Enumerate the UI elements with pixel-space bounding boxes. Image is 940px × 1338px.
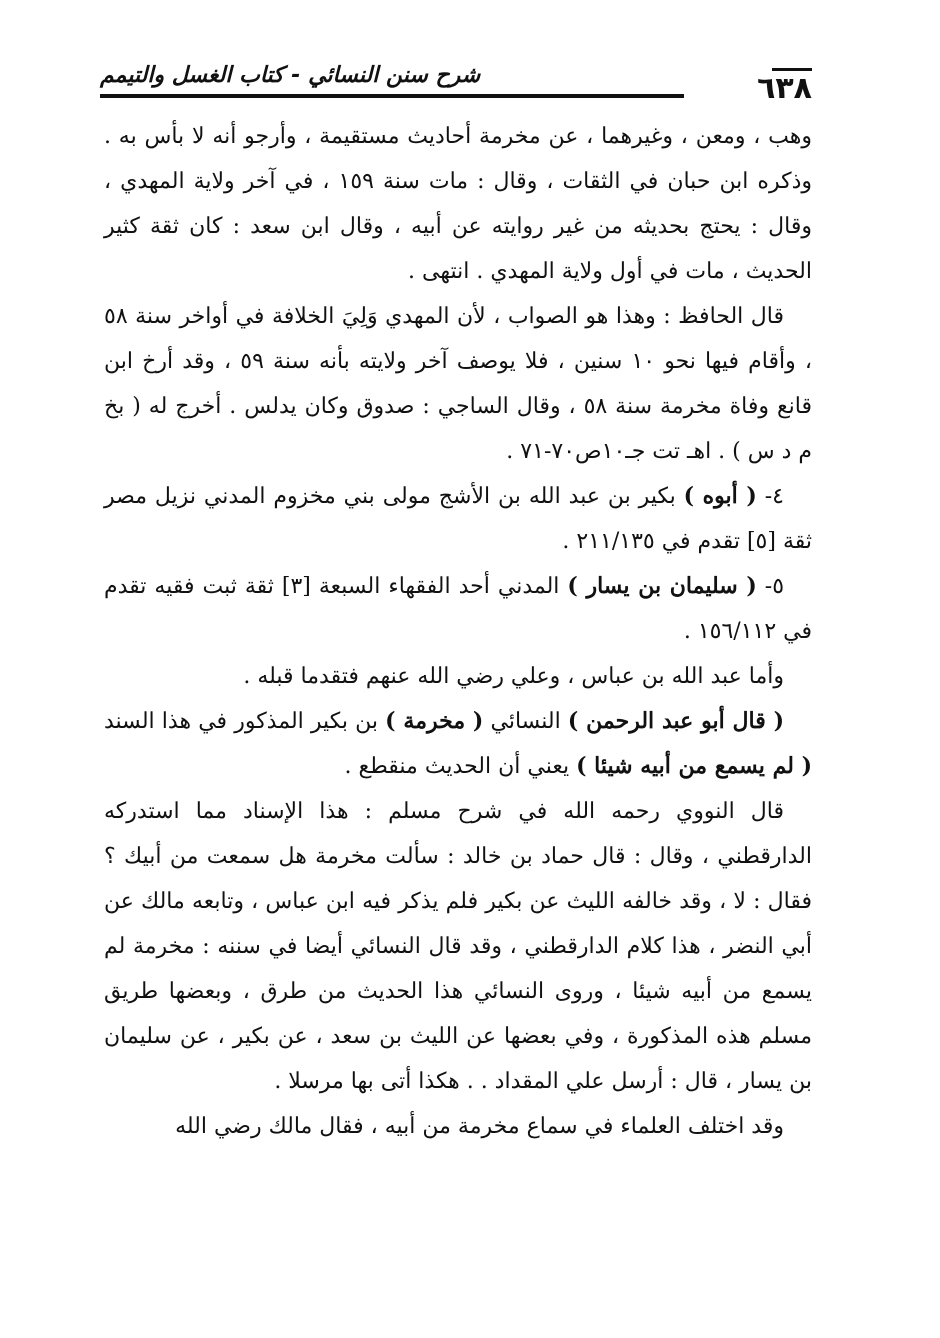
narrator-description: المدني أحد الفقهاء السبعة [٣] ثقة ثبت فقيه تقدم في ١٥٦/١١٢ . — [104, 574, 812, 644]
text-run: يعني أن الحديث منقطع . — [344, 754, 577, 779]
paragraph-nasai-statement — [104, 699, 812, 789]
header-rule-short — [772, 68, 812, 71]
paragraph-scholars-disagreement: وقد اختلف العلماء في سماع مخرمة من أبيه ، فقال مالك رضي الله — [175, 1114, 784, 1139]
header-rule — [100, 94, 684, 98]
quoted-phrase: ( قال أبو عبد الرحمن ) — [567, 708, 784, 734]
quoted-phrase: ( مخرمة ) — [385, 708, 484, 734]
page-number: ٦٣٨ — [757, 71, 812, 106]
text-run: النسائي — [483, 709, 568, 734]
item-number: ٥- — [764, 574, 785, 599]
text-run: بن بكير المذكور في هذا السند — [104, 709, 386, 734]
paragraph-hafiz-comment: قال الحافظ : وهذا هو الصواب ، لأن المهدي وَلِيَ الخلافة في أواخر سنة ٥٨ ، وأقام فيها نحو ١٠ سنين ، فلا يوصف آخر ولايته بأنه سنة ٥٩ ، وقد أرخ ابن قانع وفاة مخرمة سنة ٥٨ ، وقال الساجي : صدوق وكان يدلس . أخرج له ( بخ م د س ) . اهـ تت جـ١٠ص٧٠-٧١ . — [104, 304, 813, 464]
quoted-phrase: ( لم يسمع من أبيه شيئا ) — [576, 753, 812, 779]
narrator-item-4 — [104, 474, 812, 564]
narrator-name: ( سليمان بن يسار ) — [567, 573, 757, 599]
narrator-description: بكير بن عبد الله بن الأشج مولى بني مخزوم المدني نزيل مصر ثقة [٥] تقدم في ٢١١/١٣٥ . — [104, 484, 812, 554]
running-title: شرح سنن النسائي - كتاب الغسل والتيمم — [100, 63, 481, 88]
item-number: ٤- — [764, 484, 784, 509]
narrator-item-5 — [104, 564, 812, 654]
narrator-name: ( أبوه ) — [683, 483, 757, 509]
paragraph-nawawi: قال النووي رحمه الله في شرح مسلم : هذا الإسناد مما استدركه الدارقطني ، وقال : قال حماد بن خالد : سألت مخرمة هل سمعت من أبيك ؟ فقال : لا ، وقد خالفه الليث عن بكير فلم يذكر فيه ابن عباس ، وتابعه مالك عن أبي النضر ، هذا كلام الدارقطني ، وقد قال النسائي أيضا في سننه : مخرمة لم يسمع من أبيه شيئا ، وروى النسائي هذا الحديث من طرق ، وبعضها طريق مسلم هذه المذكورة ، وفي بعضها عن الليث بن سعد ، عن بكير ، عن سليمان بن يسار ، قال : أرسل علي المقداد . . هكذا أتى بها مرسلا . — [104, 799, 812, 1094]
paragraph-biography-continued: وهب ، ومعن ، وغيرهما ، عن مخرمة أحاديث مستقيمة ، وأرجو أنه لا بأس به . وذكره ابن حبان في الثقات ، وقال : مات سنة ١٥٩ ، في آخر ولاية المهدي ، وقال : يحتج بحديثه من غير روايته عن أبيه ، وقال ابن سعد : كان ثقة كثير الحديث ، مات في أول ولاية المهدي . انتهى . — [104, 124, 812, 284]
page-body — [104, 114, 812, 1149]
page-header — [100, 62, 812, 104]
paragraph-companions: وأما عبد الله بن عباس ، وعلي رضي الله عنهم فتقدما قبله . — [243, 664, 784, 689]
